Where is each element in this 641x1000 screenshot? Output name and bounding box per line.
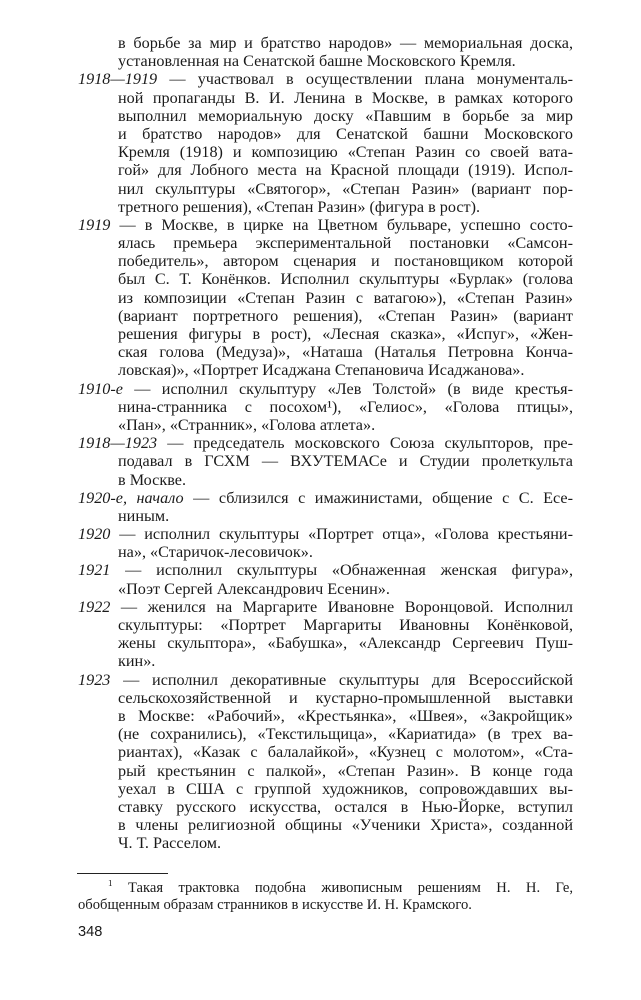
entry-date: 1923 [78,670,111,689]
entry-date: 1918—1923 [78,434,158,453]
text-line: рый крестьянин с палкой», «Степан Разин». В конце года [118,761,573,780]
text-line: сельскохозяйственной и кустарно-промышленной выставки [118,688,573,707]
text-line: ниным. [118,506,170,525]
chronology-entry-1921 [78,561,573,597]
text-line: жены скульптора», «Бабушка», «Александр Сергеевич Пуш- [118,634,573,653]
footnote-divider [77,873,168,874]
text-line: в борьбе за мир и братство народов» — мемориальная доска, [118,34,573,52]
text-line: — сблизился с имажинистами, общение с С. Есе- [183,488,573,507]
chronology-entry-early-1920s [78,489,573,525]
text-line: ной пропаганды В. И. Ленина в Москве, в рамках которого [118,88,573,107]
text-line: в Москве: «Рабочий», «Крестьянка», «Швея», «Закройщик» [118,706,573,725]
text-line: «Пан», «Странник», «Голова атлета». [118,415,376,434]
text-line: подавал в ГСХМ — ВХУТЕМАСе и Студии пролеткульта [118,452,573,471]
entry-date: 1920 [78,525,111,544]
chronology-entry-1922 [78,598,573,671]
text-line: «Поэт Сергей Александрович Есенин». [118,579,390,598]
text-line: ялась премьера экспериментальной постановки «Самсон- [118,234,573,253]
text-line: третного решения), «Степан Разин» (фигура в рост). [118,197,481,216]
text-line: из композиции «Степан Разин с ватагою»), «Степан Разин» [118,288,573,307]
text-line: ская голова (Медуза)», «Наташа (Наталья Петровна Конча- [118,343,573,362]
page-number: 348 [78,924,103,940]
text-line: (не сохранились), «Текстильщица», «Кариатида» (в трех ва- [118,725,573,744]
footnote-text: обобщенным образам странников в искусстве И. Н. Крамского. [78,897,472,913]
text-line: — женился на Маргарите Ивановне Воронцовой. Исполнил [110,597,573,616]
chronology-entry-1920 [78,525,573,561]
text-line: — в Москве, в цирке на Цветном бульваре, успешно состо- [110,215,573,234]
continuation-paragraph [78,34,573,70]
text-line: победитель», автором сценария и постановщиком которой [118,252,573,271]
text-line: и братство народов» для Сенатской башни Московского [118,124,573,143]
text-line-with-footnote-ref: нина-странника с посохом¹), «Гелиос», «Голова птицы», [118,397,573,416]
footnote [78,880,573,914]
text-line: был С. Т. Конёнков. Исполнил скульптуры «Бурлак» (голова [118,270,573,289]
text-line: кин». [118,652,156,671]
text-line: — исполнил скульптуру «Лев Толстой» (в виде крестья- [122,379,573,398]
text-line: — исполнил скульптуры «Обнаженная женская фигура», [110,561,573,580]
text-line: установленная на Сенатской башне Московского Кремля. [118,52,516,71]
text-line: в Москве. [118,470,187,489]
chronology-entry-1918-1919 [78,70,573,216]
entry-date: 1910-е [78,379,123,398]
chronology-entry-1918-1923 [78,434,573,489]
entry-date: 1920-е, начало [78,488,184,507]
chronology-text [78,34,573,852]
chronology-entry-1923 [78,671,573,853]
text-line: скульптуры: «Портрет Маргариты Ивановны Конёнковой, [118,616,573,634]
text-line: решения фигуры в рост), «Лесная сказка», «Испуг», «Жен- [118,325,573,343]
text-line: на», «Старичок-лесовичок». [118,543,313,562]
text-line: — исполнил скульптуры «Портрет отца», «Голова крестьяни- [110,525,573,544]
entry-date: 1921 [78,561,111,580]
text-line: гой» для Лобного места на Красной площади (1919). Испол- [118,161,573,180]
text-line: (вариант портретного решения), «Степан Разин» (вариант [118,306,573,325]
text-line: уехал в США с группой художников, сопровождавших вы- [118,779,573,798]
text-line: — участвовал в осуществлении плана монументаль- [157,70,573,89]
footnote-marker: 1 [108,880,113,888]
text-line: ставку русского искусства, остался в Нью-Йорке, вступил [118,797,573,816]
text-line: — председатель московского Союза скульпторов, пре- [157,434,573,453]
entry-date: 1922 [78,597,111,616]
chronology-entry-1919 [78,216,573,380]
footnote-text: Такая трактовка подобна живописным решениям Н. Н. Ге, [127,880,573,896]
chronology-entry-1910s [78,380,573,435]
entry-date: 1918—1919 [78,70,158,89]
text-line: ловская)», «Портрет Исаджана Степановича Исаджанова». [118,361,525,380]
text-line: Ч. Т. Расселом. [118,834,222,853]
text-line: нил скульптуры «Святогор», «Степан Разин» (вариант пор- [118,179,573,198]
text-line: риантах), «Казак с балалайкой», «Кузнец с молотом», «Ста- [118,743,573,762]
text-line: в члены религиозной общины «Ученики Христа», созданной [118,816,573,835]
text-line: Кремля (1918) и композицию «Степан Разин со своей вата- [118,143,573,162]
text-line: выполнил мемориальную доску «Павшим в борьбе за мир [118,106,573,125]
text-line: — исполнил декоративные скульптуры для Всероссийской [110,670,573,689]
entry-date: 1919 [78,215,111,234]
